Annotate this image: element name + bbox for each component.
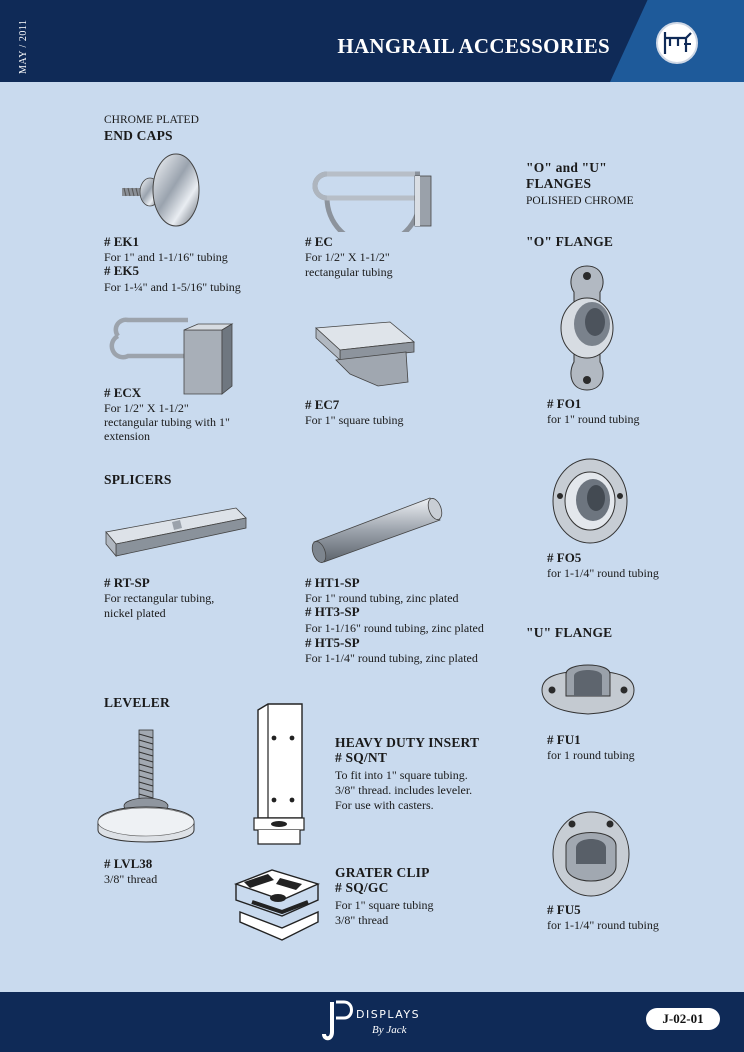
- end-cap-rectangular-image: [305, 168, 435, 232]
- fu1-code: # FU1: [547, 732, 581, 747]
- page-code: J-02-01: [646, 1008, 720, 1030]
- ecx-desc-line3: extension: [104, 429, 150, 443]
- fo1-code: # FO1: [547, 396, 582, 411]
- sq-nt-code: # SQ/NT: [335, 750, 388, 765]
- ht1-sp-desc: For 1" round tubing, zinc plated: [305, 591, 459, 605]
- ek5-desc: For 1-¼" and 1-5/16" tubing: [104, 280, 241, 294]
- flanges-subtitle: POLISHED CHROME: [526, 195, 634, 207]
- issue-date: MAY / 2011: [18, 19, 29, 74]
- flanges-heading-line1: "O" and "U": [526, 160, 607, 175]
- fu5-code: # FU5: [547, 902, 581, 917]
- u-flange-fu5-image: [550, 806, 632, 898]
- u-flange-heading: "U" FLANGE: [526, 625, 613, 640]
- sq-gc-desc-line2: 3/8" thread: [335, 913, 389, 927]
- end-caps-heading: END CAPS: [104, 128, 173, 143]
- sq-gc-code: # SQ/GC: [335, 880, 389, 895]
- ecx-code: # ECX: [104, 385, 142, 400]
- ec-code: # EC: [305, 234, 333, 249]
- ht3-sp-code: # HT3-SP: [305, 604, 360, 619]
- o-flange-fo1-image: [552, 262, 622, 394]
- ec7-desc: For 1" square tubing: [305, 413, 404, 427]
- flanges-heading-line2: FLANGES: [526, 176, 592, 191]
- sq-nt-desc-line1: To fit into 1" square tubing.: [335, 768, 468, 782]
- fo5-code: # FO5: [547, 550, 582, 565]
- sq-gc-desc-line1: For 1" square tubing: [335, 898, 434, 912]
- page-title: HANGRAIL ACCESSORIES: [337, 34, 610, 58]
- end-cap-round-image: [118, 150, 204, 230]
- sq-nt-desc-line2: 3/8" thread. includes leveler.: [335, 783, 473, 797]
- o-flange-heading: "O" FLANGE: [526, 234, 614, 249]
- ek5-code: # EK5: [104, 263, 140, 278]
- ht3-sp-desc: For 1-1/16" round tubing, zinc plated: [305, 621, 484, 635]
- heavy-duty-insert-image: [246, 702, 308, 848]
- sq-nt-heading: HEAVY DUTY INSERT: [335, 735, 480, 750]
- hangrail-logo-icon: [656, 22, 698, 64]
- o-flange-fo5-image: [550, 456, 630, 546]
- ecx-desc-line1: For 1/2" X 1-1/2": [104, 401, 189, 415]
- rectangular-splicer-image: [102, 496, 248, 568]
- fu5-desc: for 1-1/4" round tubing: [547, 918, 659, 932]
- ht1-sp-code: # HT1-SP: [305, 575, 360, 590]
- brand-tagline: By Jack: [372, 1024, 407, 1036]
- sq-gc-heading: GRATER CLIP: [335, 865, 430, 880]
- end-caps-subtitle: CHROME PLATED: [104, 114, 199, 126]
- sq-nt-desc-line3: For use with casters.: [335, 798, 434, 812]
- jp-displays-logo: [322, 996, 432, 1046]
- fo5-desc: for 1-1/4" round tubing: [547, 566, 659, 580]
- jp-monogram-icon: [322, 998, 356, 1044]
- ec-desc-line2: rectangular tubing: [305, 265, 393, 279]
- leveler-heading: LEVELER: [104, 695, 170, 710]
- splicers-heading: SPLICERS: [104, 472, 172, 487]
- rt-sp-desc-line2: nickel plated: [104, 606, 166, 620]
- ec7-code: # EC7: [305, 397, 340, 412]
- rt-sp-code: # RT-SP: [104, 575, 150, 590]
- end-cap-square-image: [310, 318, 420, 390]
- lvl38-code: # LVL38: [104, 856, 153, 871]
- ht5-sp-code: # HT5-SP: [305, 635, 360, 650]
- ht5-sp-desc: For 1-1/4" round tubing, zinc plated: [305, 651, 478, 665]
- fu1-desc: for 1 round tubing: [547, 748, 635, 762]
- leveler-image: [92, 726, 202, 850]
- ek1-code: # EK1: [104, 234, 140, 249]
- lvl38-desc: 3/8" thread: [104, 872, 158, 886]
- ek1-desc: For 1" and 1-1/16" tubing: [104, 250, 228, 264]
- u-flange-fu1-image: [538, 656, 638, 722]
- ec-desc-line1: For 1/2" X 1-1/2": [305, 250, 390, 264]
- fo1-desc: for 1" round tubing: [547, 412, 640, 426]
- rt-sp-desc-line1: For rectangular tubing,: [104, 591, 215, 605]
- grater-clip-image: [232, 860, 322, 942]
- round-splicer-image: [306, 490, 446, 564]
- ecx-desc-line2: rectangular tubing with 1": [104, 415, 230, 429]
- brand-name: DISPLAYS: [356, 1008, 421, 1021]
